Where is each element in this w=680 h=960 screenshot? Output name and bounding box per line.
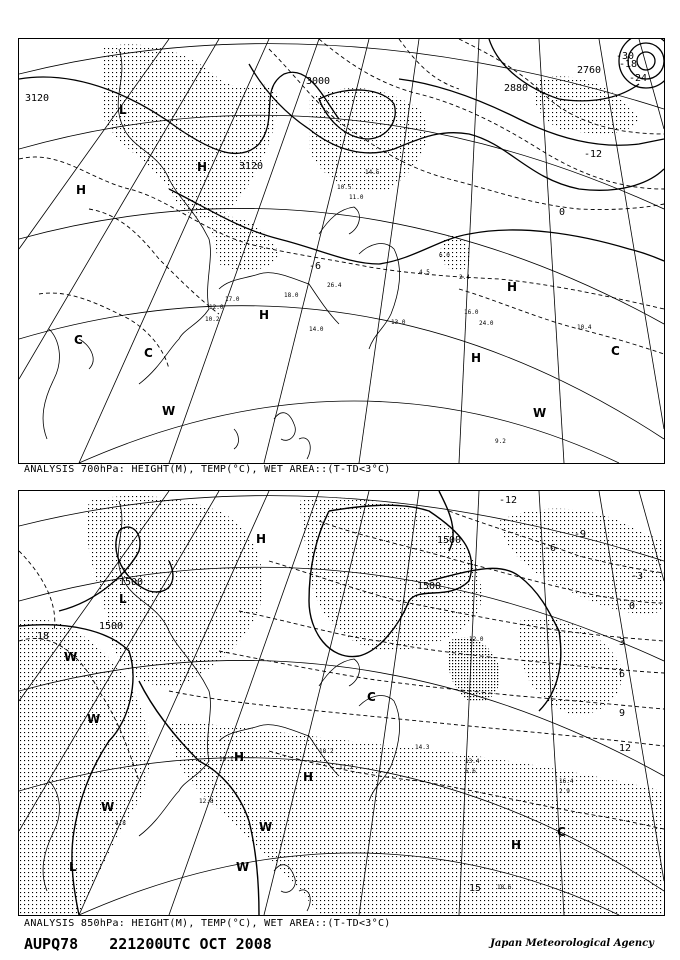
station-value: 10.2	[205, 316, 220, 323]
station-value: 2.9	[559, 788, 570, 795]
isotherm-label-m6: -6	[544, 543, 557, 554]
low-center-2: L	[69, 860, 77, 874]
station-value: 13.0	[391, 319, 406, 326]
high-center-5: H	[471, 351, 482, 365]
high-center-2: H	[197, 160, 208, 174]
station-value: 6.0	[439, 252, 450, 259]
isotherm-label-m9: -9	[574, 529, 587, 540]
station-value: 9.2	[495, 438, 506, 445]
isotherm-label-18: 18	[37, 631, 50, 642]
isotherm-label-0: 0	[629, 601, 636, 612]
isotherm-label-9: 9	[619, 708, 626, 719]
high-center-4: H	[511, 838, 522, 852]
warm-center-5: W	[236, 860, 250, 874]
warm-center-4: W	[259, 820, 273, 834]
station-value: 14.5	[365, 169, 380, 176]
station-value: 16.0	[464, 309, 479, 316]
height-label-3120-west: 3120	[25, 93, 50, 104]
isotherm-label-c: 0	[559, 207, 566, 218]
warm-center-1: W	[64, 650, 78, 664]
station-value: 26.4	[327, 282, 342, 289]
station-value: 24.0	[479, 320, 494, 327]
height-label-2880: 2880	[504, 83, 529, 94]
low-center-1: L	[119, 103, 127, 117]
warm-center-2: W	[87, 712, 101, 726]
low-center-1: L	[119, 592, 127, 606]
high-center-3: H	[259, 308, 270, 322]
station-value: 10.4	[577, 324, 592, 331]
station-value: 12.0	[209, 304, 224, 311]
station-value: 6.6	[465, 768, 476, 775]
caption-850hpa: ANALYSIS 850hPa: HEIGHT(M), TEMP(°C), WET AREA::(T-TD<3°C)	[24, 918, 391, 929]
cold-center-3: C	[611, 344, 620, 358]
isotherm-label-3: 3	[619, 637, 626, 648]
wet-area-shading	[104, 44, 639, 271]
station-value: 14.0	[309, 326, 324, 333]
isotherm-label-m3: -3	[631, 571, 644, 582]
bulletin-datetime: 221200UTC OCT 2008	[109, 935, 272, 953]
caption-700hpa: ANALYSIS 700hPa: HEIGHT(M), TEMP(°C), WET AREA::(T-TD<3°C)	[24, 464, 391, 475]
station-value: 4.5	[419, 269, 430, 276]
map-700hpa-svg	[19, 39, 664, 463]
station-value: 4.8	[115, 820, 126, 827]
map-panel-700hpa	[18, 38, 665, 464]
agency-credit: Japan Meteorological Agency	[490, 938, 654, 949]
station-value: 19.1	[219, 756, 234, 763]
station-value: 18.0	[284, 292, 299, 299]
station-value: 11.0	[349, 194, 364, 201]
station-value: 16.4	[559, 778, 574, 785]
height-label-2760: 2760	[577, 65, 602, 76]
station-plots	[205, 169, 592, 445]
warm-center-3: W	[101, 800, 115, 814]
warm-center-1: W	[162, 404, 176, 418]
bulletin-header	[24, 935, 294, 953]
height-label-1500-a: 1500	[119, 577, 144, 588]
height-label-1500-d: 1500	[417, 581, 442, 592]
wet-area-shading	[19, 496, 664, 915]
station-value: 17.2	[339, 764, 354, 771]
height-label-1500-c: 1500	[437, 535, 462, 546]
cold-center-1: C	[557, 825, 566, 839]
isotherm-label-e: -24	[629, 73, 648, 84]
station-value: 17.0	[225, 296, 240, 303]
height-label-1500-b: 1500	[99, 621, 124, 632]
map-850hpa-svg	[19, 491, 664, 915]
isotherm-label-12: 12	[619, 743, 632, 754]
warm-center-2: W	[533, 406, 547, 420]
station-value: 18.6	[497, 884, 512, 891]
isotherm-label-d: -18	[619, 59, 638, 70]
high-center-1: H	[256, 532, 267, 546]
high-center-3: H	[303, 770, 314, 784]
cold-center-2: C	[144, 346, 153, 360]
station-value: 12.0	[469, 636, 484, 643]
isotherm-label-6: 6	[619, 669, 626, 680]
height-label-3000: 3000	[306, 76, 331, 87]
station-value: 13.4	[465, 758, 480, 765]
station-value: 10.5	[337, 184, 352, 191]
isotherm-label-15: 15	[469, 883, 482, 894]
isotherm-label-a: -6	[309, 261, 322, 272]
station-value: 18.2	[319, 748, 334, 755]
isotherm-label-f: -30	[616, 51, 635, 62]
station-value: 2.4	[459, 274, 470, 281]
high-center-2: H	[234, 750, 245, 764]
cold-center-1: C	[74, 333, 83, 347]
station-value: 12.8	[199, 798, 214, 805]
temperature-centers	[74, 333, 620, 420]
height-label-3120-center: 3120	[239, 161, 264, 172]
isotherm-label-b: -12	[584, 149, 603, 160]
high-center-4: H	[507, 280, 518, 294]
high-center-1: H	[76, 183, 87, 197]
station-value: 14.3	[415, 744, 430, 751]
cold-center-2: C	[367, 690, 376, 704]
map-panel-850hpa	[18, 490, 665, 916]
isotherm-label-m12: -12	[499, 495, 518, 506]
bulletin-code: AUPQ78	[24, 935, 79, 953]
